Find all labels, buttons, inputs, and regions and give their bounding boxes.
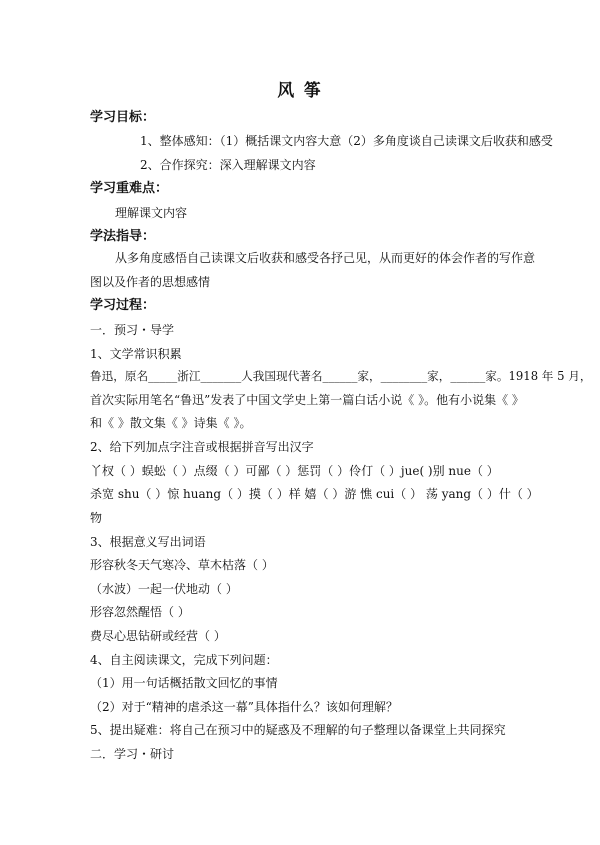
- question-4-title: 4、自主阅读课文，完成下列问题：: [90, 653, 278, 667]
- question-2-line-1: 丫杈（ ）蜈蚣（ ）点缀（ ）可鄙（ ）惩罚（ ）伶仃（ ）jue( )别 nue（ ）: [90, 464, 499, 478]
- question-5-title: 5、提出疑难：将自己在预习中的疑惑及不理解的句子整理以备课堂上共同探究: [90, 723, 506, 737]
- question-1-title: 1、文学常识积累: [90, 347, 182, 361]
- heading-learning-objectives: 学习目标：: [90, 110, 156, 125]
- question-2-line-3: 物: [90, 511, 103, 525]
- question-4-line-1: （1）用一句话概括散文回忆的事情: [90, 676, 278, 690]
- question-1-line-1: 鲁迅，原名_____浙江_______人我国现代著名______家，________家，______家。1918 年 5 月，: [90, 369, 592, 383]
- question-3-line-1: 形容秋冬天气寒冷、草木枯落（ ）: [90, 558, 274, 572]
- heading-study-method: 学法指导：: [90, 229, 156, 244]
- part-1-heading: 一．预习・导学: [90, 323, 175, 337]
- objective-item-2: 2、合作探究：深入理解课文内容: [140, 158, 316, 172]
- heading-learning-process: 学习过程：: [90, 298, 156, 313]
- key-points-text: 理解课文内容: [115, 206, 188, 220]
- question-1-line-2: 首次实际用笔名“鲁迅”发表了中国文学史上第一篇白话小说《 》。他有小说集《 》: [90, 393, 524, 407]
- heading-key-points: 学习重难点：: [90, 181, 169, 196]
- page-title: 风 筝: [277, 80, 323, 100]
- question-3-line-4: 费尽心思钻研或经营（ ）: [90, 629, 226, 643]
- question-3-line-2: （水波）一起一伏地动（ ）: [90, 582, 238, 596]
- objective-item-1: 1、整体感知：（1）概括课文内容大意（2）多角度谈自己读课文后收获和感受: [140, 134, 553, 148]
- question-3-line-3: 形容忽然醒悟（ ）: [90, 605, 190, 619]
- study-method-line-2: 图以及作者的思想感情: [90, 275, 211, 289]
- question-2-line-2: 杀宽 shu（ ）惊 huang（ ）摸（ ）样 嬉（ ）游 憔 cui（ ） 荡 yang（ ）什（ ）: [90, 487, 539, 501]
- question-4-line-2: （2）对于“精神的虐杀这一幕”具体指什么？该如何理解？: [90, 700, 398, 714]
- question-3-title: 3、根据意义写出词语: [90, 535, 206, 549]
- question-2-title: 2、给下列加点字注音或根据拼音写出汉字: [90, 440, 314, 454]
- study-method-line-1: 从多角度感悟自己读课文后收获和感受各抒己见，从而更好的体会作者的写作意: [115, 251, 536, 265]
- question-1-line-3: 和《 》散文集《 》诗集《 》。: [90, 416, 252, 430]
- part-2-heading: 二．学习・研讨: [90, 747, 175, 761]
